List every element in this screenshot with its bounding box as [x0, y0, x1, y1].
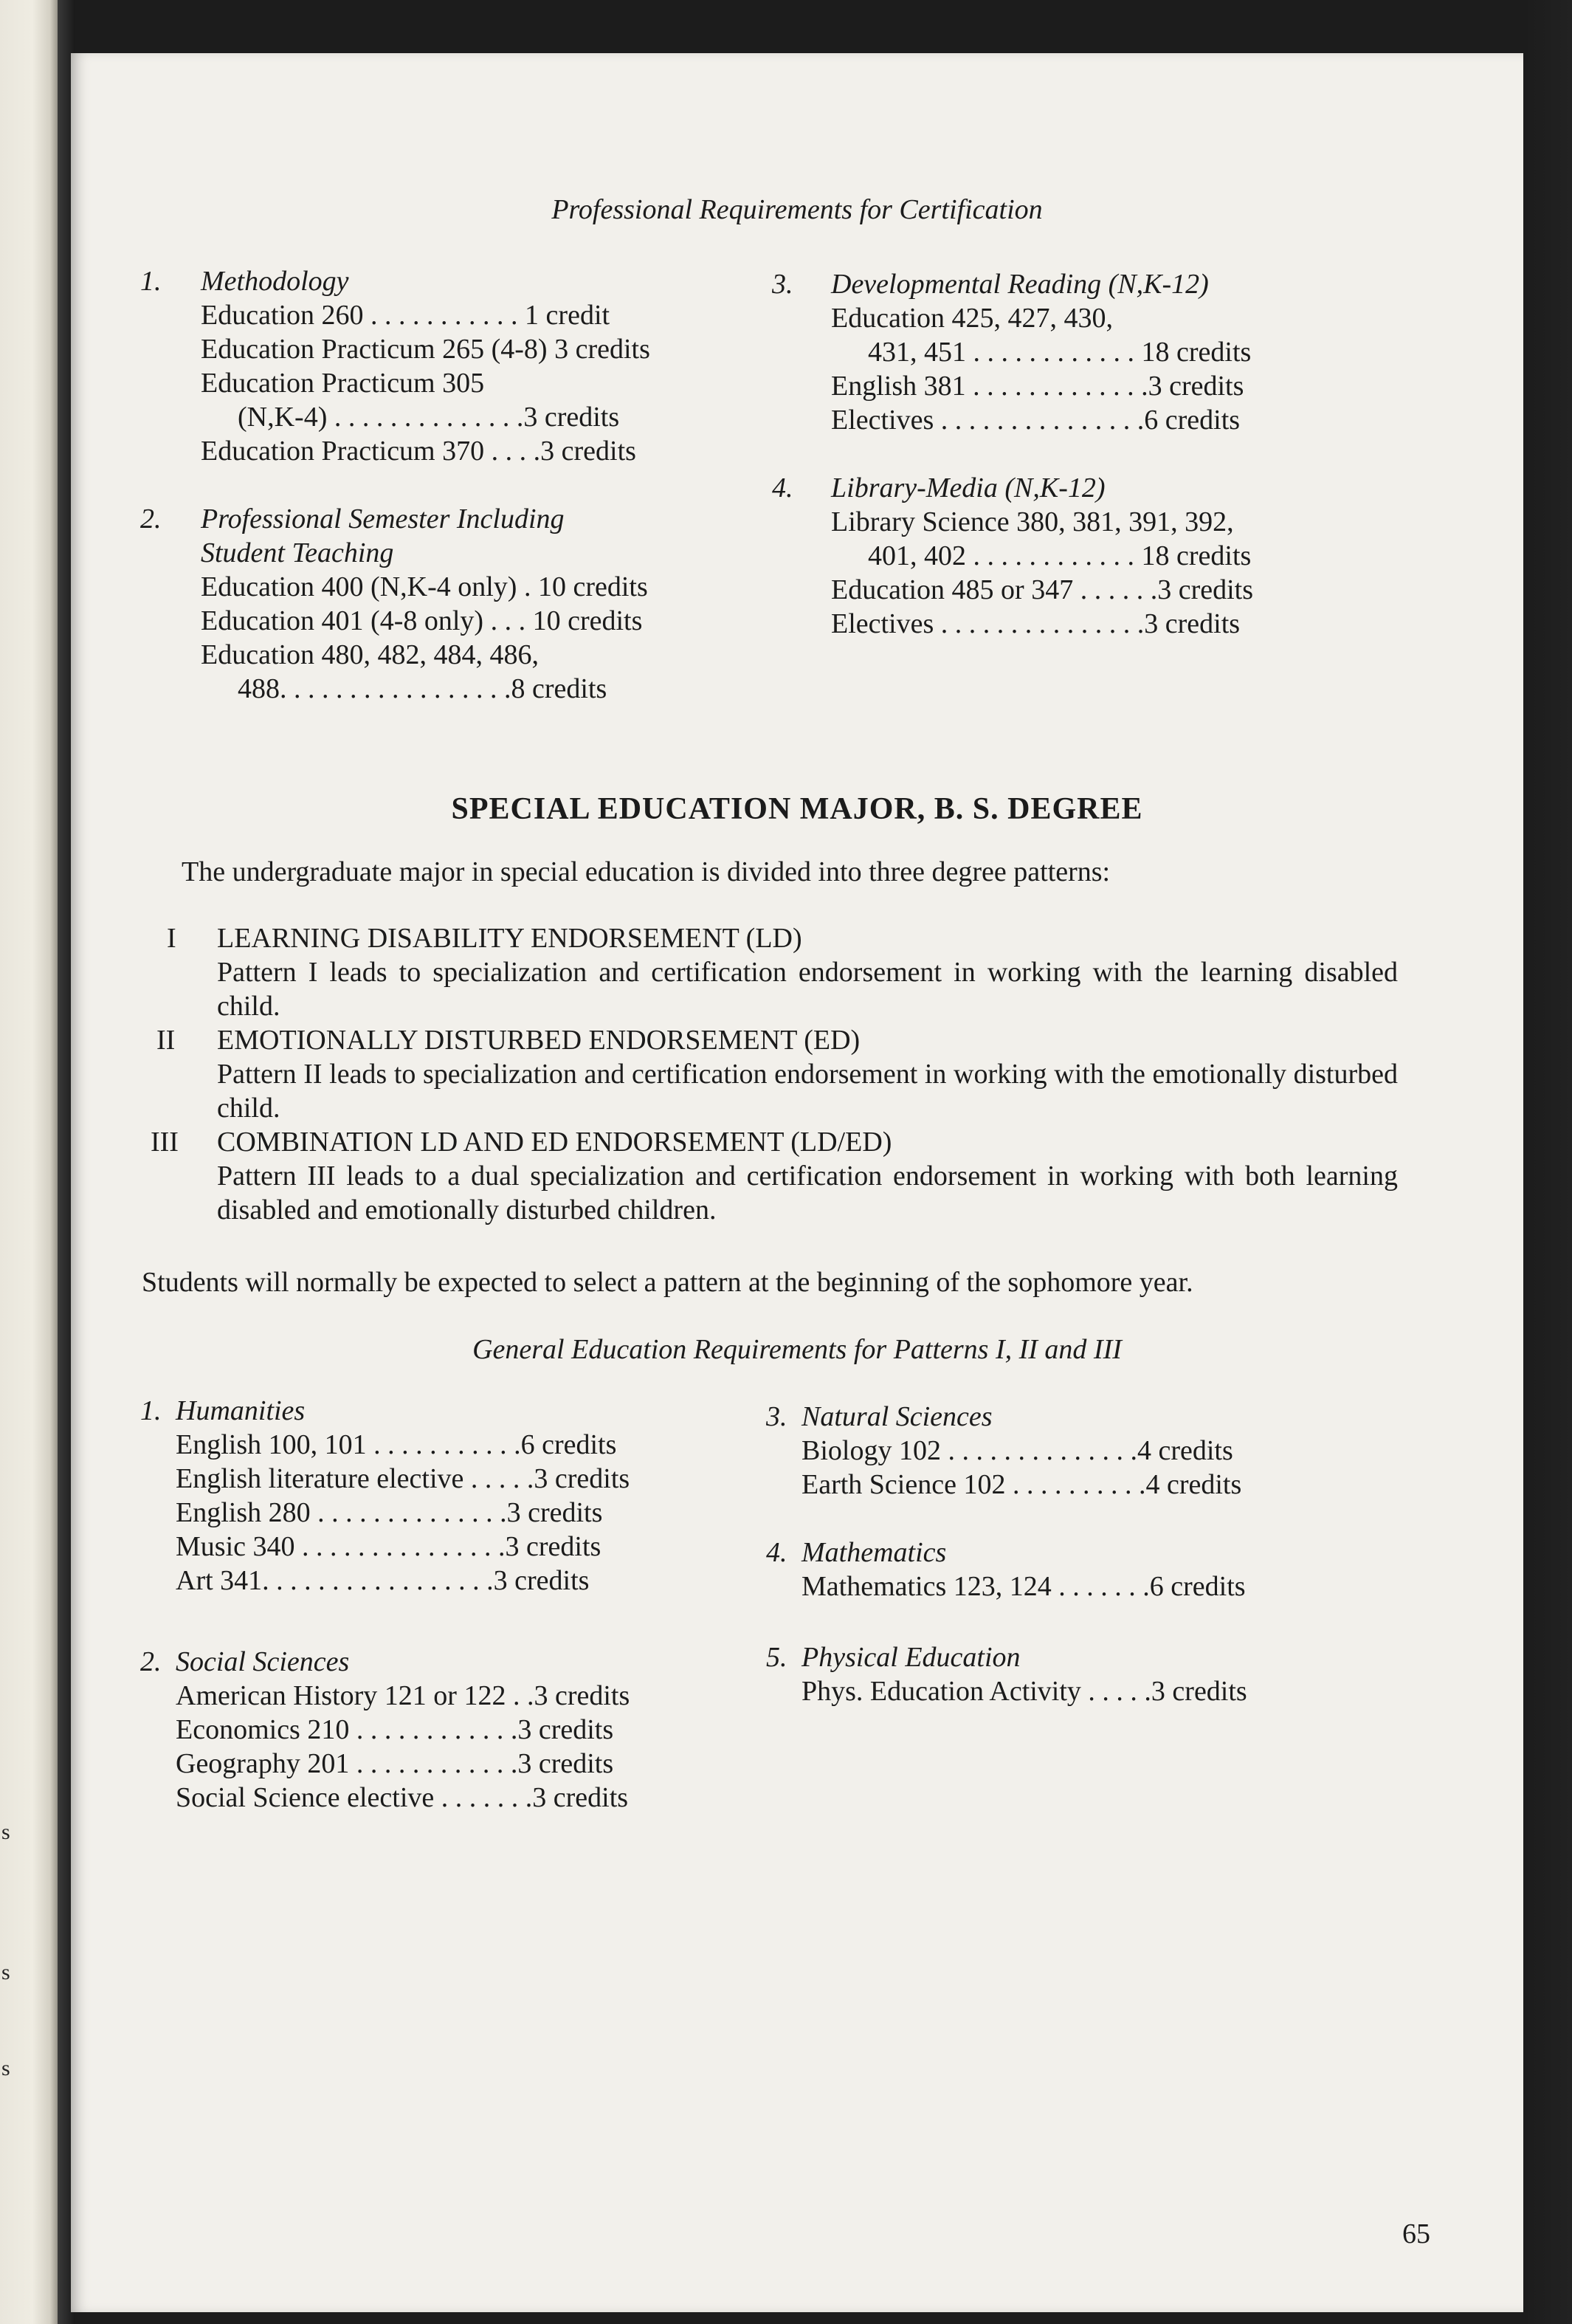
course-line: Library Science 380, 381, 391, 392, [831, 506, 1234, 537]
course-line: Education 260 . . . . . . . . . . . 1 credit [201, 300, 610, 331]
previous-page-fragment: s [1, 1820, 10, 1844]
natural-sciences-heading: Natural Sciences [801, 1401, 993, 1432]
library-media-heading: Library-Media (N,K-12) [831, 472, 1106, 503]
catalog-page [71, 53, 1523, 2312]
mathematics-number: 4. [766, 1537, 787, 1568]
course-line: Education Practicum 370 . . . .3 credits [201, 436, 636, 467]
previous-page-fragment: s [1, 2056, 10, 2080]
course-line: Electives . . . . . . . . . . . . . . .3 credits [831, 608, 1241, 639]
pattern-roman: III [151, 1127, 179, 1158]
pattern-description: Pattern II leads to specialization and certification endorsement in working with the emotionally disturbed child. [217, 1059, 1398, 1124]
course-line: Education Practicum 305 [201, 368, 485, 399]
pattern-selection-note: Students will normally be expected to select a pattern at the beginning of the sophomore year. [142, 1267, 1193, 1298]
course-line: English literature elective . . . . .3 credits [176, 1463, 630, 1494]
pattern-title: LEARNING DISABILITY ENDORSEMENT (LD) [217, 923, 802, 954]
pattern-roman: II [156, 1025, 176, 1056]
social-sciences-heading: Social Sciences [176, 1646, 350, 1677]
professional-requirements-heading: Professional Requirements for Certification [551, 194, 1043, 225]
course-line: Social Science elective . . . . . . .3 credits [176, 1782, 629, 1813]
course-line: Education 485 or 347 . . . . . .3 credits [831, 574, 1254, 605]
previous-page-edge [0, 0, 59, 2324]
course-line: Phys. Education Activity . . . . .3 credits [801, 1676, 1247, 1707]
course-line: English 381 . . . . . . . . . . . . .3 credits [831, 371, 1244, 402]
professional-semester-heading-cont: Student Teaching [201, 537, 394, 568]
course-line: English 280 . . . . . . . . . . . . . .3 credits [176, 1497, 603, 1528]
pattern-description: Pattern I leads to specialization and certification endorsement in working with the learning disabled child. [217, 957, 1398, 1022]
professional-semester-heading: Professional Semester Including [201, 503, 565, 534]
course-line: 488. . . . . . . . . . . . . . . . .8 credits [238, 673, 607, 704]
course-line: Art 341. . . . . . . . . . . . . . . . .3 credits [176, 1565, 590, 1596]
special-education-major-title: SPECIAL EDUCATION MAJOR, B. S. DEGREE [451, 792, 1143, 826]
course-line: 401, 402 . . . . . . . . . . . . 18 credits [868, 540, 1252, 571]
professional-semester-number: 2. [140, 503, 162, 534]
social-sciences-number: 2. [140, 1646, 162, 1677]
course-line: Earth Science 102 . . . . . . . . . .4 credits [801, 1469, 1242, 1500]
course-line: Electives . . . . . . . . . . . . . . .6 credits [831, 405, 1241, 436]
physical-education-number: 5. [766, 1642, 787, 1673]
course-line: (N,K-4) . . . . . . . . . . . . . .3 credits [238, 402, 620, 433]
humanities-number: 1. [140, 1395, 162, 1426]
physical-education-heading: Physical Education [801, 1642, 1021, 1673]
course-line: Education 425, 427, 430, [831, 303, 1114, 334]
course-line: Education 480, 482, 484, 486, [201, 639, 539, 670]
page-number: 65 [1402, 2218, 1430, 2249]
mathematics-heading: Mathematics [801, 1537, 947, 1568]
library-media-number: 4. [772, 472, 793, 503]
course-line: Biology 102 . . . . . . . . . . . . . .4 credits [801, 1435, 1233, 1466]
natural-sciences-number: 3. [766, 1401, 787, 1432]
developmental-reading-number: 3. [772, 269, 793, 300]
pattern-title: COMBINATION LD AND ED ENDORSEMENT (LD/ED) [217, 1127, 892, 1158]
major-intro: The undergraduate major in special education is divided into three degree patterns: [182, 856, 1111, 887]
pattern-description: Pattern III leads to a dual specialization and certification endorsement in working with both learning disabled and emotionally disturbed children. [217, 1161, 1398, 1225]
humanities-heading: Humanities [176, 1395, 306, 1426]
previous-page-fragment: s [1, 1960, 10, 1984]
developmental-reading-heading: Developmental Reading (N,K-12) [831, 269, 1209, 300]
methodology-number: 1. [140, 266, 162, 297]
course-line: American History 121 or 122 . .3 credits [176, 1680, 630, 1711]
course-line: Education 400 (N,K-4 only) . 10 credits [201, 571, 648, 602]
background-edge [1523, 0, 1572, 2324]
course-line: English 100, 101 . . . . . . . . . . .6 credits [176, 1429, 617, 1460]
course-line: Music 340 . . . . . . . . . . . . . . .3 credits [176, 1531, 601, 1562]
course-line: Economics 210 . . . . . . . . . . . .3 credits [176, 1714, 614, 1745]
course-line: Mathematics 123, 124 . . . . . . .6 credits [801, 1571, 1246, 1602]
pattern-title: EMOTIONALLY DISTURBED ENDORSEMENT (ED) [217, 1025, 861, 1056]
course-line: 431, 451 . . . . . . . . . . . . 18 credits [868, 337, 1252, 368]
course-line: Education 401 (4-8 only) . . . 10 credits [201, 605, 643, 636]
methodology-heading: Methodology [201, 266, 349, 297]
pattern-roman: I [167, 923, 176, 954]
course-line: Geography 201 . . . . . . . . . . . .3 credits [176, 1748, 614, 1779]
general-education-heading: General Education Requirements for Patterns I, II and III [472, 1334, 1122, 1365]
course-line: Education Practicum 265 (4-8) 3 credits [201, 334, 650, 365]
